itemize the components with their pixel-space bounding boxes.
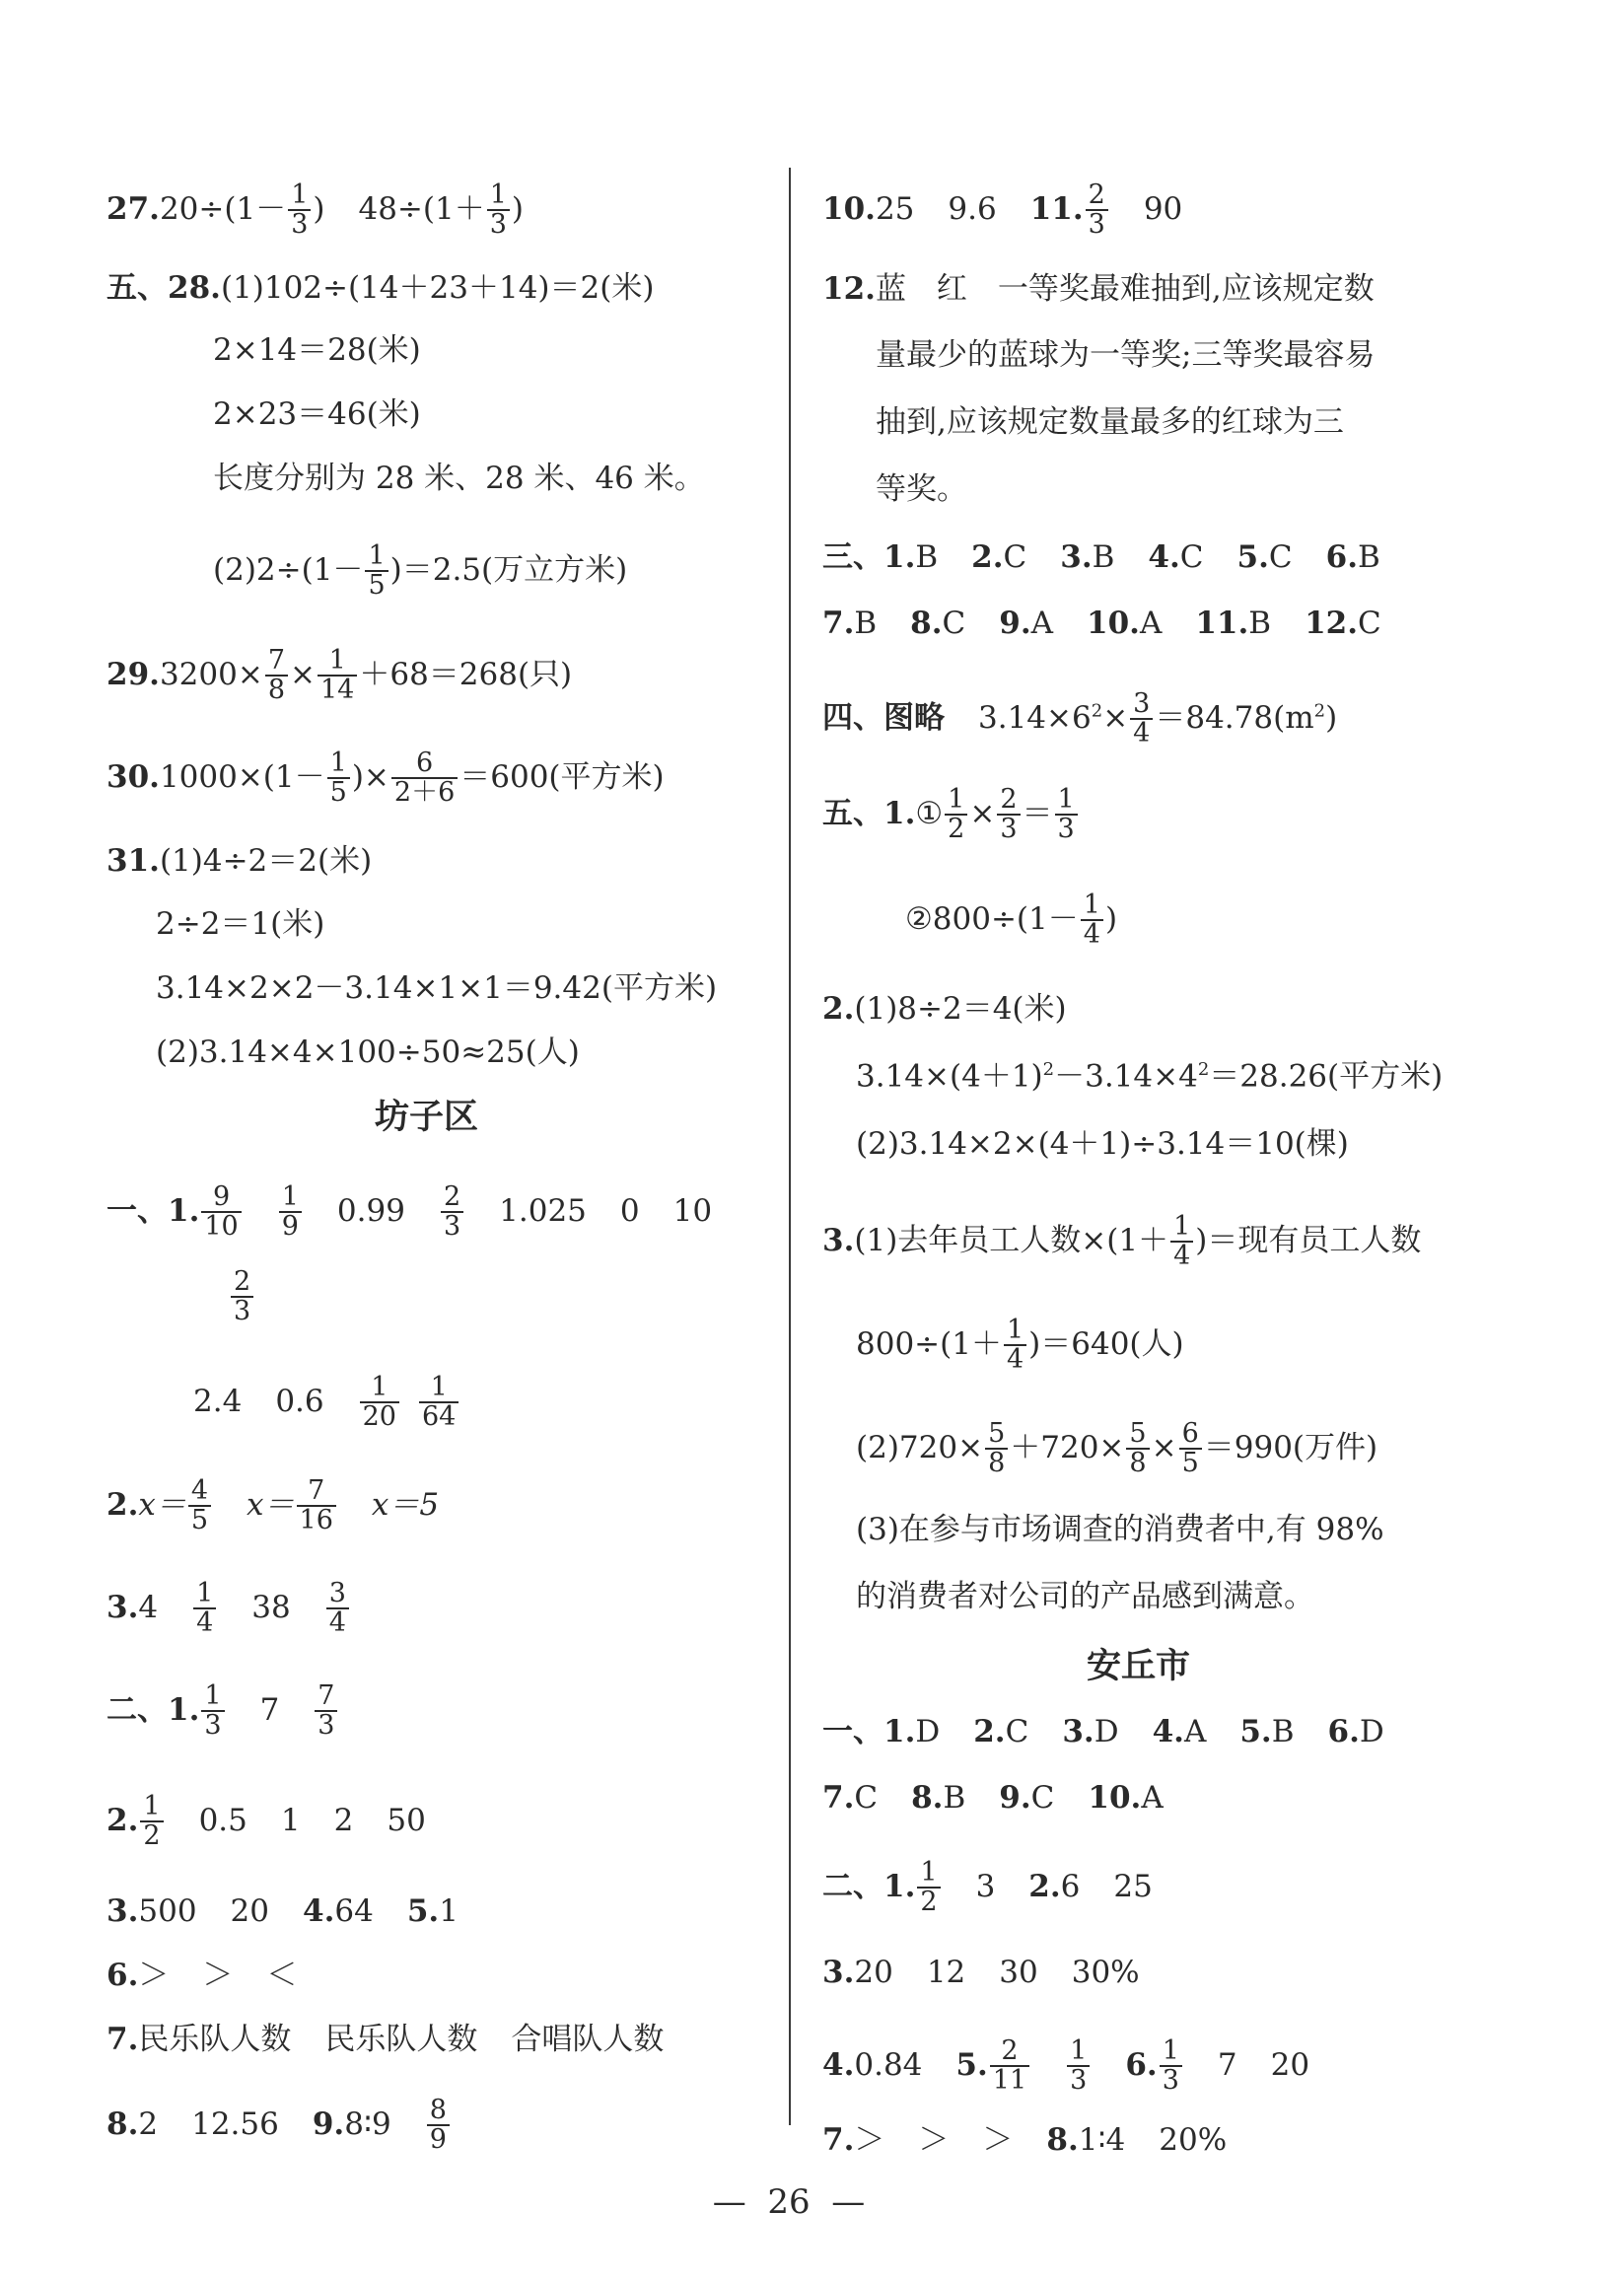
choice-answer: 4.C	[1148, 539, 1204, 575]
anqiu-2-7-8: 7.＞ ＞ ＞ 8.1∶4 20%	[822, 2122, 1228, 2158]
answer-29: 29.3200× $\frac{7}{8}$ × $\frac{1}{14}$ ＋68＝268(只)	[106, 645, 573, 706]
answer-28-line1: 五、28.(1)102÷(14＋23＋14)＝2(米)	[106, 270, 655, 306]
fraction: $\frac{1}{64}$	[419, 1374, 459, 1432]
section-title-fangzi: 坊子区	[375, 1098, 479, 1137]
answer-5-2-line2: $3.14\times(4+1)^2-3.14\times 4^2=28.26$(平方米)	[856, 1058, 1444, 1095]
answer-section-4: 四、图略 $3.14\times 6^2\times$ $\frac{3}{4}$ $=84.78(m^2)$	[822, 688, 1338, 749]
column-divider	[789, 168, 791, 2125]
fraction: $\frac{3}{4}$	[1130, 690, 1153, 749]
fraction: $\frac{1}{3}$	[288, 181, 311, 240]
choice-answer: 11.B	[1195, 606, 1272, 641]
answer-10-11: 10.25 9.6 11. $\frac{2}{3}$ 90	[822, 179, 1183, 241]
answer-5-3-line1: 3.(1)去年员工人数×(1＋ $\frac{1}{4}$ )＝现有员工人数	[822, 1211, 1422, 1272]
fangzi-2-6: 6.＞ ＞ ＜	[106, 1958, 298, 1993]
choice-row-7-12	[822, 608, 1381, 639]
answer-5-3-line4: (3)在参与市场调查的消费者中,有 98%	[856, 1512, 1384, 1547]
fraction: $\frac{1}{4}$	[1004, 1317, 1026, 1375]
choice-answer: 7.B	[822, 606, 878, 641]
choice-answer: 3.D	[1062, 1714, 1119, 1749]
answer-5-3-line2: 800÷(1＋ $\frac{1}{4}$ )＝640(人)	[856, 1315, 1184, 1376]
choice-answer: 6.D	[1327, 1714, 1384, 1749]
fraction: $\frac{6}{2+6}$	[391, 749, 458, 808]
fangzi-1-1-line3: 2.4 0.6 $\frac{1}{20}$ $\frac{1}{64}$	[193, 1374, 460, 1432]
fraction: $\frac{1}{20}$	[360, 1374, 399, 1432]
answer-31-line3: 3.14×2×2－3.14×1×1＝9.42(平方米)	[156, 970, 718, 1006]
choice-answer: 9.C	[999, 1780, 1055, 1816]
choice-answer: 三、1.B	[822, 539, 939, 575]
fraction: $\frac{6}{5}$	[1179, 1420, 1202, 1478]
anqiu-2-3: 3.20 12 30 30%	[822, 1955, 1140, 1990]
fraction: $\frac{1}{3}$	[487, 181, 510, 240]
answer-12-line4: 等奖。	[876, 471, 967, 507]
fangzi-2-2: 2. $\frac{1}{2}$ 0.5 1 2 50	[106, 1791, 426, 1852]
choice-answer: 2.C	[971, 539, 1027, 575]
answer-28-line4: 长度分别为 28 米、28 米、46 米。	[213, 461, 705, 496]
anqiu-2-4-5-6: 4.0.84 5. $\frac{2}{11}$ $\frac{1}{3}$ 6. $\frac{1}{3}$ 7 20	[822, 2035, 1310, 2097]
fangzi-1-1-line2	[229, 1268, 255, 1326]
choice-answer: 7.C	[822, 1780, 879, 1816]
fangzi-2-1: 二、1. $\frac{1}{3}$ 7 $\frac{7}{3}$	[106, 1682, 339, 1741]
fraction: $\frac{7}{8}$	[265, 647, 288, 705]
fraction: $\frac{5}{8}$	[1126, 1420, 1149, 1478]
answer-31-line1: 31.(1)4÷2＝2(米)	[106, 843, 373, 879]
choice-answer: 8.C	[910, 606, 966, 641]
answer-5-3-line3: (2)720× $\frac{5}{8}$ ＋720× $\frac{5}{8}$ × $\frac{6}{5}$ ＝990(万件)	[856, 1418, 1378, 1479]
choice-answer: 5.C	[1236, 539, 1293, 575]
choice-answer: 2.C	[973, 1714, 1029, 1749]
fraction: $\frac{1}{3}$	[1067, 2037, 1090, 2096]
choice-answer: 10.A	[1088, 1780, 1164, 1816]
fraction: $\frac{2}{3}$	[441, 1183, 463, 1242]
fangzi-1-1-line1: 一、1. $\frac{9}{10}$ $\frac{1}{9}$ 0.99 $\frac{2}{3}$ 1.025 0 10	[106, 1181, 713, 1243]
answer-12-line3: 抽到,应该规定数量最多的红球为三	[876, 404, 1344, 440]
fraction: $\frac{1}{4}$	[1081, 891, 1103, 950]
choice-answer: 一、1.D	[822, 1714, 941, 1749]
anqiu-2-1-2: 二、1. $\frac{1}{2}$ 3 2.6 25	[822, 1857, 1153, 1918]
fraction: $\frac{2}{3}$	[997, 786, 1020, 844]
fraction: $\frac{1}{14}$	[318, 647, 357, 705]
choice-answer: 6.B	[1325, 539, 1380, 575]
fraction: $\frac{2}{11}$	[990, 2037, 1029, 2096]
fraction: $\frac{1}{2}$	[945, 786, 967, 844]
answer-28-line2: 2×14＝28(米)	[213, 332, 421, 368]
fraction: $\frac{7}{3}$	[315, 1682, 337, 1741]
answer-5-1-line2: ②800÷(1－ $\frac{1}{4}$ )	[905, 890, 1118, 951]
page-number: — 26 —	[712, 2182, 866, 2222]
answer-12-line2: 量最少的蓝球为一等奖;三等奖最容易	[876, 337, 1376, 373]
fraction: $\frac{4}{5}$	[188, 1477, 211, 1535]
fraction: $\frac{1}{5}$	[365, 542, 388, 601]
choice-answer: 5.B	[1239, 1714, 1295, 1749]
choice-answer: 12.C	[1305, 606, 1381, 641]
choice-answer: 3.B	[1060, 539, 1115, 575]
answer-12-line1: 12.蓝 红 一等奖最难抽到,应该规定数	[822, 271, 1375, 307]
fraction: $\frac{9}{10}$	[201, 1183, 241, 1242]
fangzi-1-3: 3.4 $\frac{1}{4}$ 38 $\frac{3}{4}$	[106, 1580, 351, 1638]
answer-27: 27.20÷(1－ $\frac{1}{3}$ ) 48÷(1＋ $\frac{1}{3}$ )	[106, 179, 525, 241]
fraction: $\frac{1}{3}$	[1160, 2037, 1182, 2096]
choice-answer: 10.A	[1087, 606, 1163, 641]
answer-28-line5: (2)2÷(1－ $\frac{1}{5}$ )＝2.5(万立方米)	[213, 540, 628, 602]
answer-28-line3: 2×23＝46(米)	[213, 396, 421, 432]
answer-5-2-line3: (2)3.14×2×(4＋1)÷3.14＝10(棵)	[856, 1126, 1349, 1162]
fraction: $\frac{5}{8}$	[985, 1420, 1008, 1478]
fraction: $\frac{3}{4}$	[326, 1580, 349, 1638]
fangzi-1-2: 2.x＝ $\frac{4}{5}$ x＝ $\frac{7}{16}$ x＝5	[106, 1475, 440, 1536]
fraction: $\frac{1}{2}$	[140, 1793, 163, 1851]
fraction: $\frac{8}{9}$	[427, 2097, 450, 2155]
answer-5-2-line1: 2.(1)8÷2＝4(米)	[822, 991, 1067, 1027]
fraction: $\frac{2}{3}$	[231, 1268, 253, 1326]
fangzi-2-7: 7.民乐队人数 民乐队人数 合唱队人数	[106, 2022, 665, 2057]
fraction: $\frac{1}{3}$	[201, 1682, 224, 1741]
choice-answer: 9.A	[999, 606, 1054, 641]
anqiu-choice-row-7-10	[822, 1780, 1164, 1816]
answer-31-line2: 2÷2＝1(米)	[156, 906, 325, 942]
anqiu-choice-row-1-6	[822, 1714, 1384, 1749]
fangzi-2-8-9: 8.2 12.56 9.8∶9 $\frac{8}{9}$	[106, 2097, 452, 2155]
choice-row-1-6	[822, 539, 1380, 575]
answer-5-3-line5: 的消费者对公司的产品感到满意。	[856, 1579, 1314, 1614]
fraction: $\frac{1}{9}$	[279, 1183, 302, 1242]
fraction: $\frac{1}{2}$	[917, 1859, 940, 1917]
fraction: $\frac{2}{3}$	[1086, 181, 1108, 240]
fraction: $\frac{1}{5}$	[327, 749, 350, 808]
answer-5-1-line1: 五、1.① $\frac{1}{2}$ × $\frac{2}{3}$ ＝ $\frac{1}{3}$	[822, 786, 1080, 844]
section-title-anqiu: 安丘市	[1087, 1647, 1191, 1686]
answer-30: 30.1000×(1－ $\frac{1}{5}$ )× $\frac{6}{2+6}$ ＝600(平方米)	[106, 748, 665, 809]
answer-31-line4: (2)3.14×4×100÷50≈25(人)	[156, 1034, 580, 1070]
fraction: $\frac{7}{16}$	[297, 1477, 336, 1535]
choice-answer: 8.B	[911, 1780, 966, 1816]
fraction: $\frac{1}{4}$	[1170, 1213, 1193, 1271]
fraction: $\frac{1}{3}$	[1055, 786, 1078, 844]
fangzi-2-3-4-5: 3.500 20 4.64 5.1	[106, 1893, 459, 1929]
choice-answer: 4.A	[1152, 1714, 1207, 1749]
fraction: $\frac{1}{4}$	[193, 1580, 216, 1638]
